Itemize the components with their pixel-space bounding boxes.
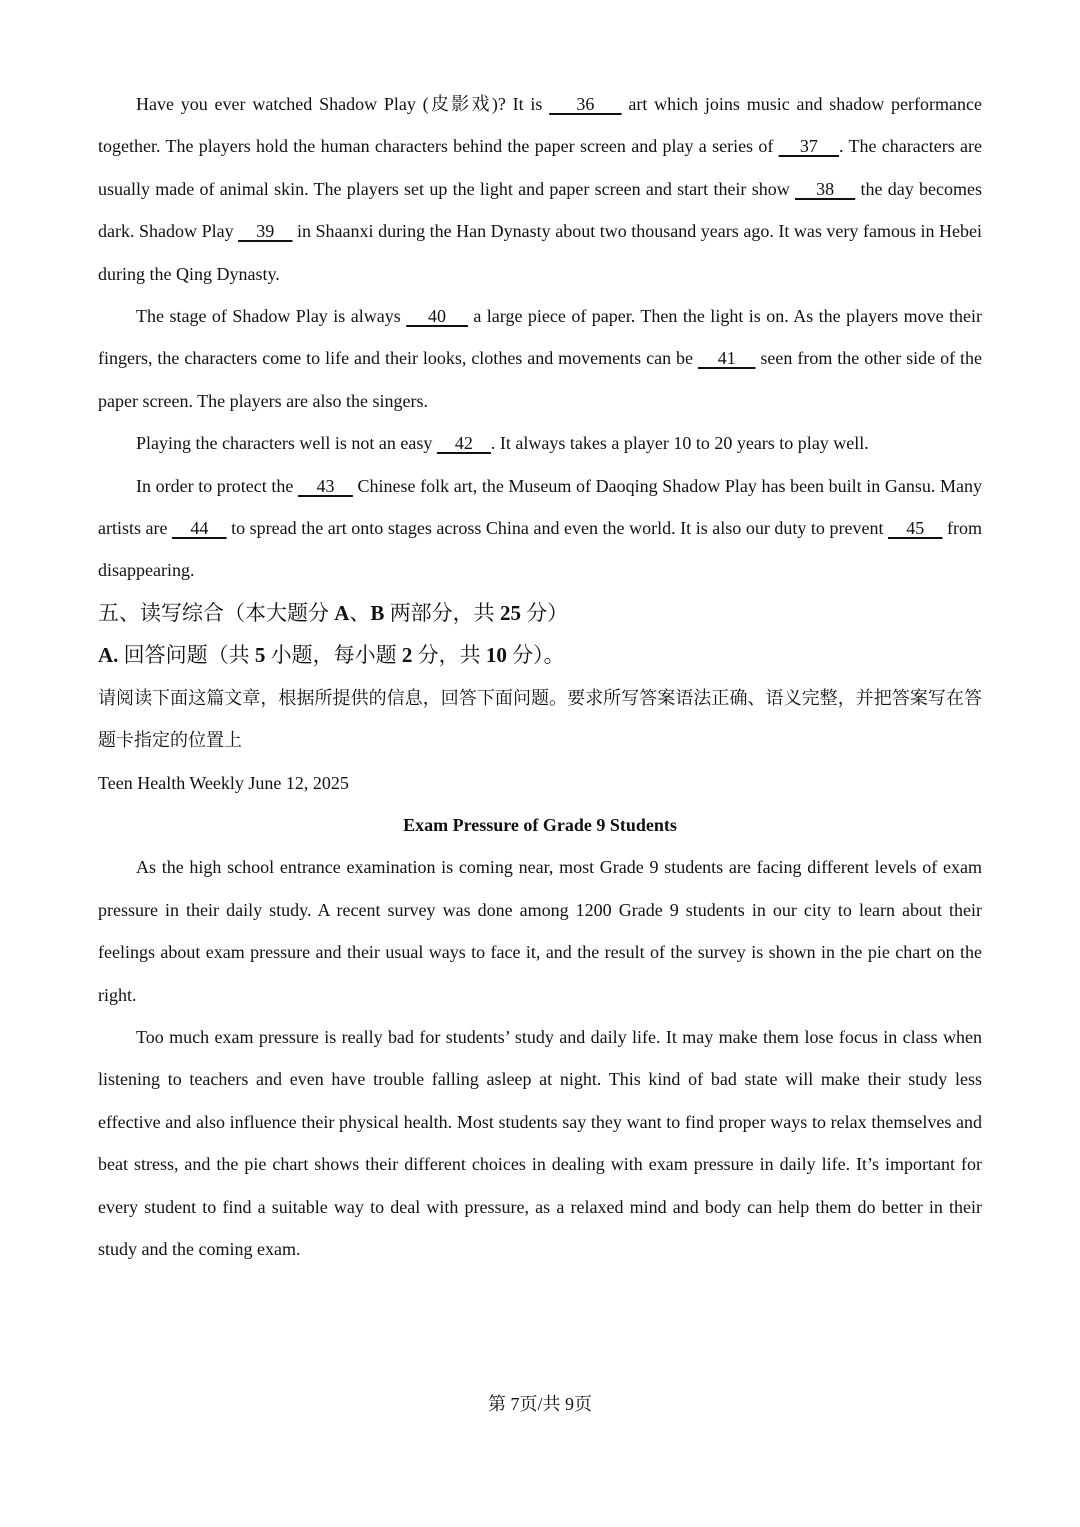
cloze-paragraph-3 — [98, 422, 982, 464]
text: 回答问题（共 — [118, 643, 255, 668]
blank-36: 36 — [549, 94, 622, 114]
text: . The characters are usually made of animal skin. The players set up the light and paper screen and start their show — [98, 136, 982, 199]
blank-38: 38 — [795, 178, 856, 199]
text: from disappearing. — [98, 518, 983, 581]
blank-41: 41 — [697, 348, 756, 369]
text: 、 — [349, 600, 371, 625]
part-a-heading — [98, 634, 982, 676]
text: B — [370, 600, 385, 625]
text: 五、读写综合（本大题分 — [98, 600, 335, 625]
text: A — [334, 600, 350, 625]
text: Playing the characters well is not an easy — [136, 433, 437, 454]
text: a large piece of paper. Then the light is on. As the players move their fingers, the characters come to life and their looks, clothes and movements can be — [98, 306, 983, 369]
text: 10 — [485, 643, 507, 668]
text: 25 — [499, 600, 521, 625]
blank-42: 42 — [436, 433, 491, 454]
text: 小题，每小题 — [265, 643, 402, 668]
text: 分） — [520, 600, 569, 625]
blank-40: 40 — [406, 306, 468, 327]
text: Chinese folk art, the Museum of Daoqing Shadow Play has been built in Gansu. Many artists are — [98, 475, 982, 539]
blank-43: 43 — [298, 475, 353, 496]
article-title: Exam Pressure of Grade 9 Students — [403, 814, 677, 835]
text: The stage of Shadow Play is always — [136, 306, 407, 327]
text: 2 — [401, 643, 413, 668]
text: . It always takes a player 10 to 20 years to play well. — [490, 433, 869, 454]
text: 分）。 — [506, 643, 565, 668]
article-paragraph-1: As the high school entrance examination is coming near, most Grade 9 students are facing different levels of exam pressure in their daily study. A recent survey was done among 1200 Grade 9 students in our city to learn about their feelings about exam pressure and their usual ways to face it, and the result of the survey is shown in the pie chart on the right. — [98, 857, 982, 1005]
blank-39: 39 — [238, 221, 293, 242]
blank-45: 45 — [888, 518, 943, 539]
blank-37: 37 — [778, 136, 840, 157]
dateline: Teen Health Weekly June 12, 2025 — [98, 772, 349, 793]
text: in Shaanxi during the Han Dynasty about two thousand years ago. It was very famous in Hebei during the Qing Dynasty. — [98, 221, 983, 284]
text: 5 — [254, 643, 266, 668]
cloze-paragraph-2 — [98, 295, 982, 422]
section-5-heading — [98, 592, 982, 634]
text: Have you ever watched Shadow Play (皮影戏)? It is — [136, 94, 550, 114]
text: the day becomes dark. Shadow Play — [98, 178, 983, 242]
text: seen from the other side of the paper screen. The players are also the singers. — [98, 348, 982, 411]
blank-44: 44 — [172, 518, 227, 539]
cloze-paragraph-1 — [98, 83, 982, 295]
text: In order to protect the — [136, 475, 298, 496]
instruction-text: 请阅读下面这篇文章，根据所提供的信息，回答下面问题。要求所写答案语法正确、语义完整，并把答案写在答题卡指定的位置上 — [98, 687, 982, 751]
cloze-paragraph-4 — [98, 465, 982, 592]
text: to spread the art onto stages across China and even the world. It is also our duty to prevent — [226, 518, 889, 539]
text: 两部分，共 — [384, 600, 500, 625]
article-paragraph-2: Too much exam pressure is really bad for students’ study and daily life. It may make them lose focus in class when listening to teachers and even have trouble falling asleep at night. This kind of bad state will make their study less effective and also influence their physical health. Most students say they want to find proper ways to relax themselves and beat stress, and the pie chart shows their different choices in dealing with exam pressure in daily life. It’s important for every student to find a suitable way to deal with pressure, as a relaxed mind and body can help them do better in their study and the coming exam. — [98, 1026, 982, 1259]
page-content — [98, 83, 982, 1270]
page-number: 第 7页/共 9页 — [487, 1394, 592, 1414]
text: A. — [98, 643, 119, 668]
text: art which joins music and shadow performance together. The players hold the human characters behind the paper screen and play a series of — [98, 94, 982, 157]
text: 分，共 — [412, 643, 486, 668]
